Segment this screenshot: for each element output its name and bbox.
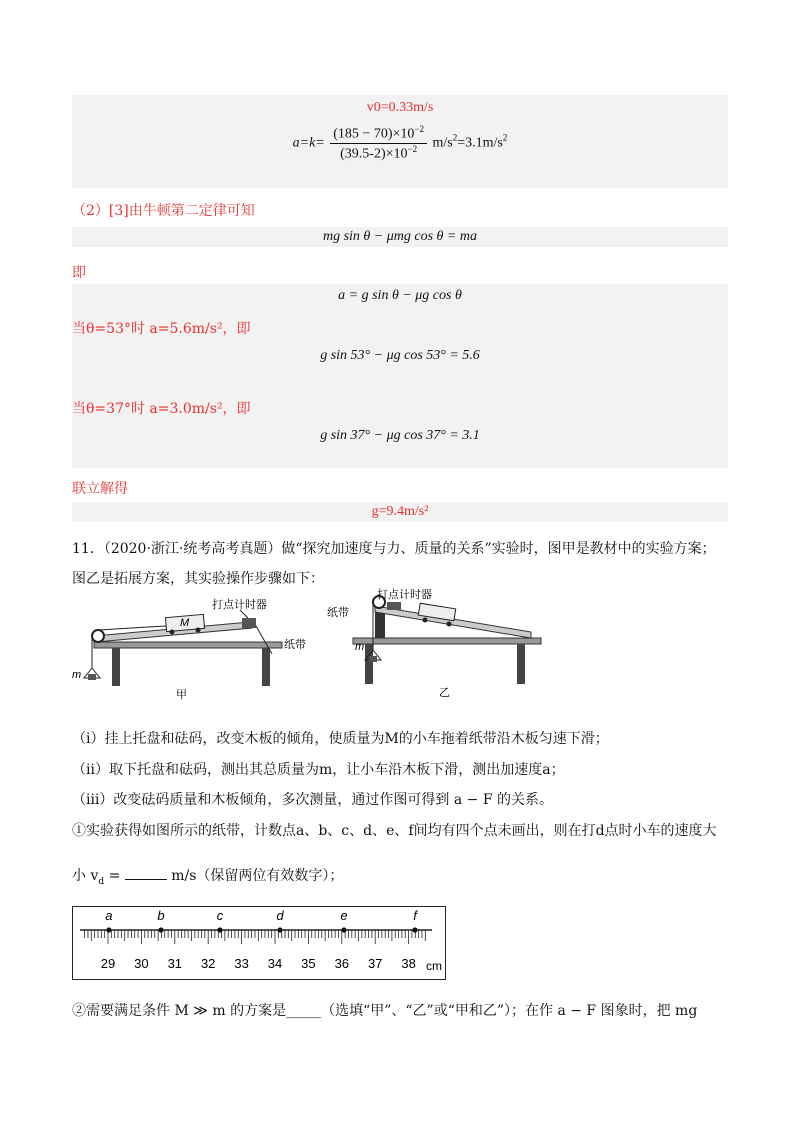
part2-heading: （2）[3]由牛顿第二定律可知 [72,203,255,219]
tape-point-label: a [105,908,113,923]
ruler-number: 31 [167,956,183,971]
equation-53: g sin 53° − μg cos 53° = 5.6 [320,348,480,363]
yi-tape-label: 纸带 [327,607,349,619]
step-2: （ⅱ）取下托盘和砝码，测出其总质量为m，让小车沿木板下滑，测出加速度a； [72,762,565,778]
ruler-number: 34 [267,956,283,971]
figure-yi [325,588,555,702]
ruler-number: 35 [301,956,316,971]
cart-M-label: M [180,617,190,629]
ruler-number: 37 [367,956,383,971]
answer-blank [125,879,167,880]
equation-newton: mg sin θ − μmg cos θ = ma [322,229,477,244]
sub2-line: ②需要满足条件 M ≫ m 的方案是_____（选填“甲”、“乙”或“甲和乙”）；在作 a − F 图象时，把 mg [72,1003,698,1019]
yi-timer-label: 打点计时器 [377,589,432,601]
tape-point [277,927,282,932]
ji-label: 即 [72,265,86,281]
tape-point [106,927,111,932]
ruler-number: 36 [334,956,350,971]
sub1-line2: 小 $v_d = m/s$（保留两位有效数字）； [72,868,344,887]
sub1-line1: ①实验获得如图所示的纸带，计数点a、b、c、d、e、f间均有四个点未画出，则在打d点时小车的速度大 [72,823,717,839]
ruler-unit: cm [426,959,442,973]
tape-point-label: b [157,908,165,923]
q11-line2: 图乙是拓展方案，其实验操作步骤如下： [72,571,324,587]
figure-jia [72,592,312,702]
ruler-number: 32 [200,956,216,971]
yi-caption: 乙 [439,687,450,699]
result-g: g=9.4m/s² [371,504,429,519]
jia-caption: 甲 [176,689,187,701]
jia-timer-label: 打点计时器 [212,599,267,611]
a-formula: a=k= $\frac{(185 - 70)\times 10^{-2}}{(39.5-2)\times 10^{-2}}$ $m/s^2=3.1m/s^2$ [292,124,508,162]
ruler-points [105,908,418,933]
case-53: 当θ=53°时 a=5.6m/s²，即 [72,321,251,337]
tape-point-label: e [340,908,348,923]
tape-point [341,927,346,932]
tape-point [412,927,417,932]
q11-line1: 11．（2020·浙江·统考高考真题）做“探究加速度与力、质量的关系”实验时，图甲是教材中的实验方案； [72,541,716,557]
ruler-ticks [80,930,432,944]
ruler-number: 30 [134,956,149,971]
v0-line: v0=0.33m/s [366,100,434,115]
jia-m-label: m [72,669,82,681]
ruler-number: 33 [234,956,249,971]
ruler-number: 29 [100,956,116,971]
jia-tape-label: 纸带 [284,639,306,651]
tape-point [217,927,222,932]
step-1: （ⅰ）挂上托盘和砝码，改变木板的倾角，使质量为M的小车拖着纸带沿木板匀速下滑； [72,731,609,747]
tape-point-label: f [413,908,417,923]
ruler-numbers [101,956,442,973]
tape-point-label: d [276,908,284,923]
ruler-svg [72,906,452,978]
yi-m-label: m [355,641,365,653]
tape-point [158,927,163,932]
ruler-number: 38 [401,956,416,971]
combine-label: 联立解得 [72,481,128,497]
step-3: （ⅲ）改变砝码质量和木板倾角，多次测量，通过作图可得到 a − F 的关系。 [72,792,554,808]
equation-37: g sin 37° − μg cos 37° = 3.1 [320,428,480,443]
case-37: 当θ=37°时 a=3.0m/s²，即 [72,401,251,417]
tape-point-label: c [216,908,224,923]
equation-a: a = g sin θ − μg cos θ [338,288,462,303]
